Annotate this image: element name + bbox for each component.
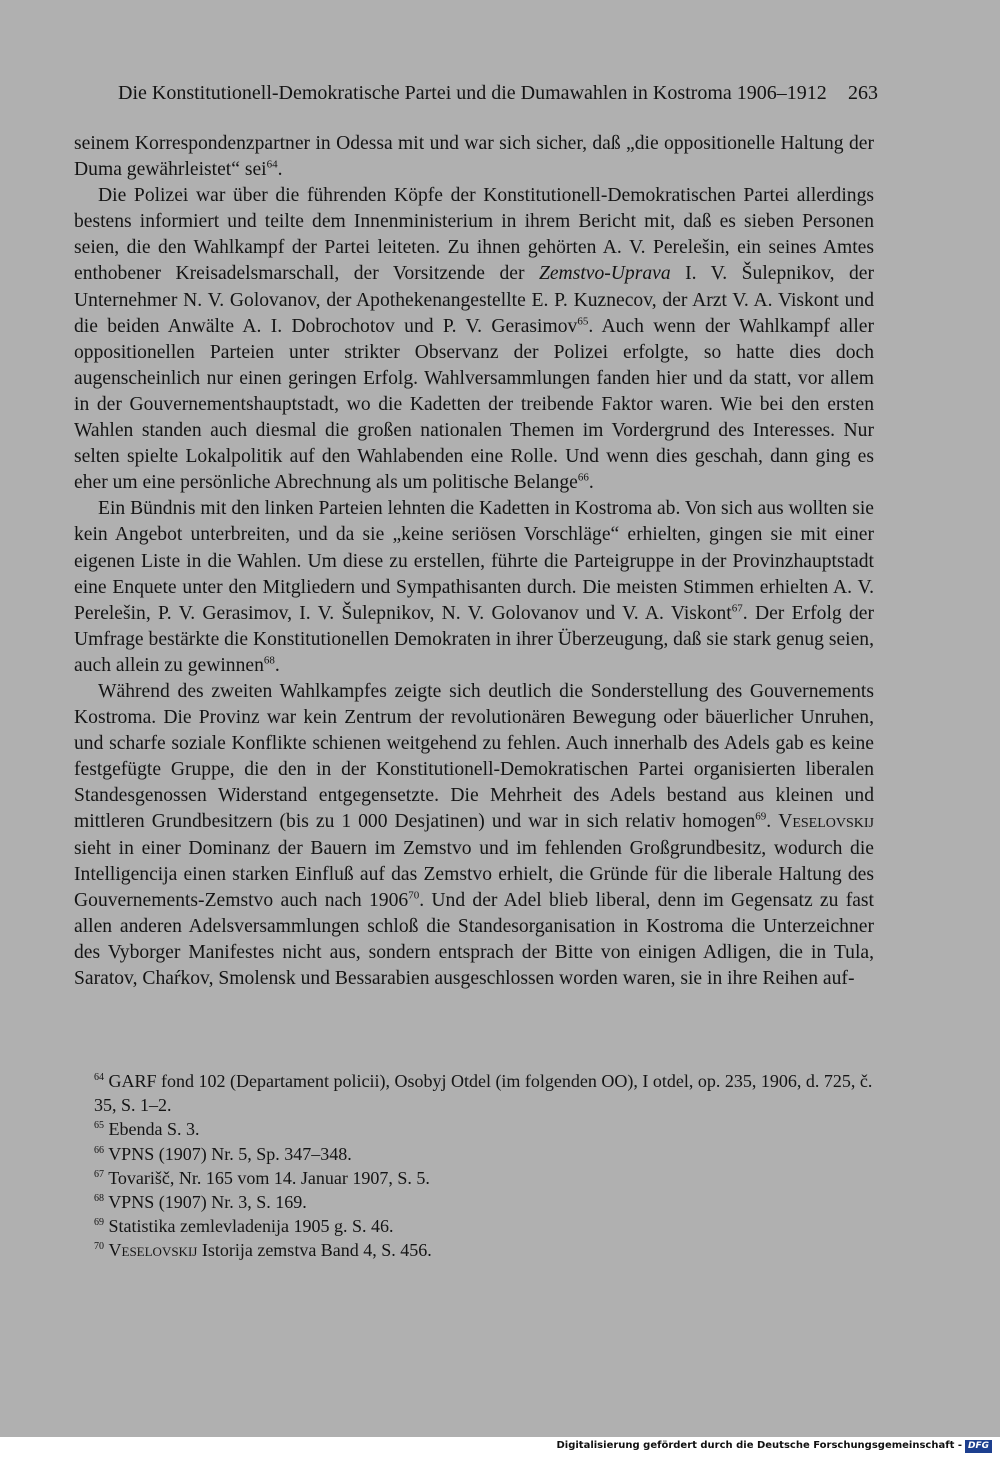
footnote-ref-67[interactable]: 67 xyxy=(731,602,743,615)
paragraph-2: Die Polizei war über die führenden Köpfe der Konstitutionell-Demokratischen Partei allerdings bestens informiert und teilte dem Innenministerium in ihrem Bericht mit, daß es sieben Personen seien, die den Wahlkampf der Partei leiteten. Zu ihnen gehörten A. V. Perelešin, ein seines Amtes enthobener Kreisadelsmarschall, der Vorsitzende der Zemstvo-Uprava I. V. Šulepnikov, der Unternehmer N. V. Golovanov, der Apothekenangestellte E. P. Kuznecov, der Arzt V. A. Viskont und die beiden Anwälte A. I. Dobrochotov und P. V. Gerasimov$^{65}$. Auch wenn der Wahlkampf aller oppositionellen Parteien unter strikter Observanz der Polizei erfolgte, so hatte dies doch augenscheinlich nur einen geringen Erfolg. Wahlversammlungen fanden hier und da statt, vor allem in der Gouvernementshauptstadt, wo die Kadetten der treibende Faktor waren. Wie bei den ersten Wahlen standen auch diesmal die großen nationalen Themen im Vordergrund des Interesses. Nur selten spielte Lokalpolitik auf den Wahlabenden eine Rolle. Und wenn dies geschah, dann ging es eher um eine persönliche Abrechnung als um politische Belange$^{66}$. xyxy=(74,185,875,494)
author-name: Veselovskij xyxy=(778,811,875,833)
footnotes xyxy=(74,1069,874,1263)
footer-bar xyxy=(0,1437,1000,1457)
italic-term: Zemstvo-Uprava xyxy=(538,263,671,285)
footnote-70: $^{70}$ Veselovskij Istorija zemstva Band 4, S. 456. xyxy=(94,1240,432,1261)
footnote-66: $^{66}$ VPNS (1907) Nr. 5, Sp. 347–348. xyxy=(94,1143,352,1164)
footnote-69: $^{69}$ Statistika zemlevladenija 1905 g. S. 46. xyxy=(94,1216,394,1237)
footnote-ref-68[interactable]: 68 xyxy=(263,654,275,667)
footnote-ref-66[interactable]: 66 xyxy=(577,471,589,484)
footnote-ref-64[interactable]: 64 xyxy=(266,158,278,171)
footnote-65: $^{65}$ Ebenda S. 3. xyxy=(94,1119,200,1140)
footnote-ref-65[interactable]: 65 xyxy=(577,315,589,328)
footnote-68: $^{68}$ VPNS (1907) Nr. 3, S. 169. xyxy=(94,1192,307,1213)
paragraph-1: seinem Korrespondenzpartner in Odessa mit und war sich sicher, daß „die oppositionelle Haltung der Duma gewährleistet“ sei$^{64}$. xyxy=(74,133,874,181)
footnote-ref-70[interactable]: 70 xyxy=(408,889,420,902)
digitization-credit: Digitalisierung gefördert durch die Deutsche Forschungsgemeinschaft - xyxy=(556,1440,962,1451)
paragraph-4: Während des zweiten Wahlkampfes zeigte sich deutlich die Sonderstellung des Gouvernements Kostroma. Die Provinz war kein Zentrum der revolutionären Bewegung oder bäuerlicher Unruhen, und scharfe soziale Konflikte schienen weitgehend zu fehlen. Auch innerhalb des Adels gab es keine festgefügte Gruppe, die den in der Konstitutionell-Demokratischen Partei organisierten liberalen Standesgenossen Widerstand entgegensetzte. Die Mehrheit des Adels bestand aus kleinen und mittleren Grundbesitzern (bis zu 1 000 Desjatinen) und war in sich relativ homogen$^{69}$. Veselovskij sieht in einer Dominanz der Bauern im Zemstvo und im fehlenden Großgrundbesitz, wodurch die Intelligencija einen starken Einfluß auf das Zemstvo erhielt, die Gründe für die liberale Haltung des Gouvernements-Zemstvo auch nach 1906$^{70}$. Und der Adel blieb liberal, denn im Gegensatz zu fast allen anderen Adelsversammlungen schloß die Standesorganisation in Kostroma die Unterzeichner des Vyborger Manifestes nicht aus, sondern entsprach der Bitte von einigen Adligen, die in Tula, Saratov, Chaŕkov, Smolensk und Bessarabien ausgeschlossen worden waren, sie in ihre Reihen auf- xyxy=(74,680,875,989)
running-title: Die Konstitutionell-Demokratische Partei und die Dumawahlen in Kostroma 1906–1912 xyxy=(118,82,827,104)
paragraph-3: Ein Bündnis mit den linken Parteien lehnten die Kadetten in Kostroma ab. Von sich aus wollten sie kein Angebot unterbreiten, und da sie „keine seriösen Vorschläge“ erhielten, gingen sie mit einer eigenen Liste in die Wahlen. Um diese zu erstellen, führte die Parteigruppe in der Provinzhauptstadt eine Enquete unter den Mitgliedern und Sympathisanten durch. Die meisten Stimmen erhielten A. V. Perelešin, P. V. Gerasimov, I. V. Šulepnikov, N. V. Golovanov und V. A. Viskont$^{67}$. Der Erfolg der Umfrage bestärkte die Konstitutionellen Demokraten in ihrer Überzeugung, daß sie stark genug seien, auch allein zu gewinnen$^{68}$. xyxy=(74,498,874,676)
dfg-logo: DFG xyxy=(965,1440,992,1453)
footnote-67: $^{67}$ Tovarišč, Nr. 165 vom 14. Januar 1907, S. 5. xyxy=(94,1167,430,1188)
body-text xyxy=(74,131,874,992)
footnote-64: $^{64}$ GARF fond 102 (Departament policii), Osobyj Otdel (im folgenden OO), I otdel, op. 235, 1906, d. 725, č. 35, S. 1–2. xyxy=(94,1071,873,1116)
footnote-ref-69[interactable]: 69 xyxy=(755,810,767,823)
page-number: 263 xyxy=(848,82,878,104)
